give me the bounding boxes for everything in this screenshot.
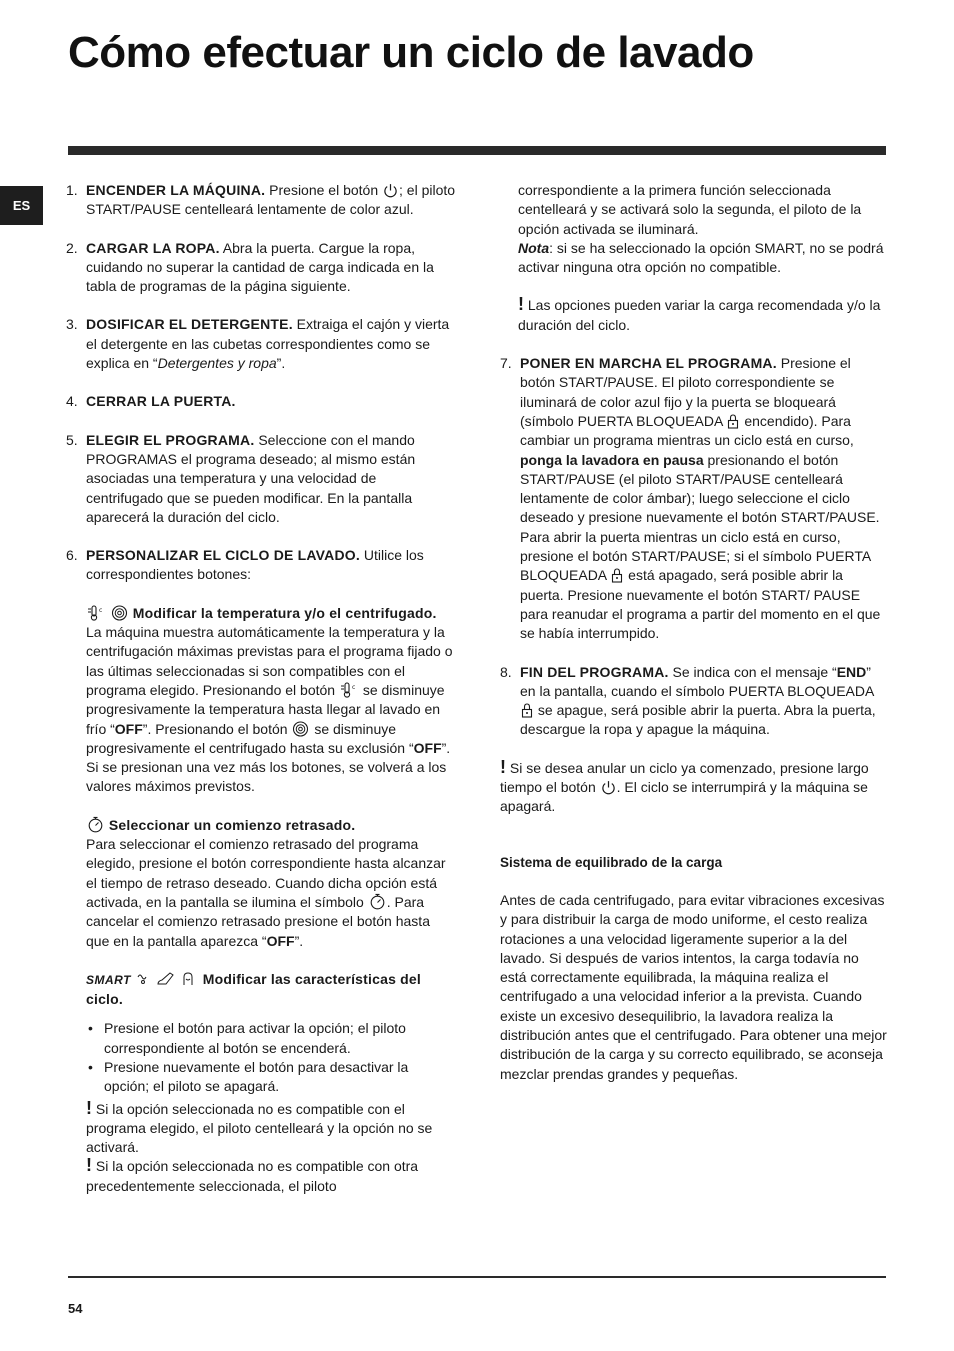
lock-icon (611, 568, 623, 583)
warning-note: ! Si la opción seleccionada no es compatible con el programa elegido, el piloto centelleará y la opción no se activará. (86, 1097, 433, 1156)
step-2: 2. CARGAR LA ROPA. Abra la puerta. Cargue la ropa, cuidando no superar la cantidad de carga indicada en la tabla de programas de la página siguiente. (66, 239, 434, 295)
step-1: 1. ENCENDER LA MÁQUINA. Presione el botón ; el piloto START/PAUSE centelleará lentamente de color azul. (66, 182, 456, 218)
page-number: 54 (68, 1301, 83, 1316)
svg-text:c: c (351, 683, 356, 691)
power-icon (383, 183, 398, 198)
lock-icon (727, 414, 739, 429)
timer-icon (87, 816, 104, 833)
svg-text:c: c (99, 606, 103, 614)
lock-icon (521, 703, 533, 718)
balance-section-title: Sistema de equilibrado de la carga (500, 854, 723, 870)
option-icons (136, 971, 198, 987)
spin-icon (111, 605, 128, 621)
step-6: 6. PERSONALIZAR EL CICLO DE LAVADO. Utilice los correspondientes botones: (66, 547, 424, 583)
list-item: • Presione el botón para activar la opción; el piloto correspondiente al botón se encenderá. (86, 1019, 456, 1058)
step-4: 4. CERRAR LA PUERTA. (66, 393, 236, 410)
thermometer-icon (340, 682, 358, 698)
spin-icon (292, 721, 309, 737)
smart-label: SMART (86, 972, 131, 987)
page-title: Cómo efectuar un ciclo de lavado (68, 28, 754, 77)
balance-section-text: Antes de cada centrifugado, para evitar vibraciones excesivas y para distribuir la carga de modo uniforme, el cesto realiza rotaciones a una velocidad ligeramente superior a la del lavado. Si después de varios intentos, la carga todavía no está correctamente equilibrada, la máquina realiza el centrifugado a una velocidad inferior a la prevista. Cuando existe un excesivo desequilibrio, la lavadora realiza la distribución antes que el centrifugado. Para obtener una mejor distribución de la carga y su correcto equilibrado, se aconseja mezclar prendas grandes y pequeñas. (500, 891, 887, 1082)
top-rule (68, 146, 886, 155)
list-item: • Presione nuevamente el botón para desactivar la opción; el piloto se apagará. (86, 1058, 456, 1097)
warning-note: ! Las opciones pueden variar la carga recomendada y/o la duración del ciclo. (518, 294, 881, 333)
options-bullets (66, 1019, 456, 1096)
power-icon (601, 780, 616, 795)
delay-start-section: Seleccionar un comienzo retrasado. Para seleccionar el comienzo retrasado del programa elegido, presione el botón correspondiente hasta alcanzar el tiempo de retraso deseado. Cuando dicha opción está activada, en la pantalla se ilumina el símbolo . Para cancelar el comienzo retrasado presione el botón hasta que en la pantalla aparezca “OFF”. (86, 816, 446, 949)
step-8: 8. FIN DEL PROGRAMA. Se indica con el mensaje “END” en la pantalla, cuando el símbolo PUERTA BLOQUEADA se apague, será posible abrir la puerta. Abra la puerta, descargue la ropa y apague la máquina. (500, 663, 876, 738)
language-tab: ES (0, 186, 43, 225)
warning-note: ! Si la opción seleccionada no es compatible con otra precedentemente seleccionada, el piloto (86, 1155, 419, 1194)
bottom-rule (68, 1276, 886, 1278)
step-3: 3. DOSIFICAR EL DETERGENTE. Extraiga el cajón y vierta el detergente en las cubetas correspondientes como se explica en “Detergentes y ropa”. (66, 316, 450, 372)
options-section: SMART Modificar las características del ciclo. (86, 970, 421, 1008)
options-continued: correspondiente a la primera función seleccionada centelleará y se activará solo la segunda, el piloto de la opción activada se iluminará. Nota: si se ha seleccionado la opción SMART, no se podrá activar ninguna otra opción no compatible. (518, 182, 884, 276)
left-column (66, 181, 456, 1196)
thermometer-icon (87, 605, 105, 621)
right-column (500, 181, 887, 1103)
temperature-spin-section: c Modificar la temperatura y/o el centrifugado. La máquina muestra automáticamente la temperatura y la centrifugación máximas previstas para el programa fijado o las últimas seleccionadas si son compatibles con el programa elegido. Presionando el botón c se disminuye progresivamente la temperatura hasta llegar al lavado en frío “OFF”. Presionando el botón se disminuye progresivamente el centrifugado hasta su exclusión “OFF”. Si se presionan una vez más los botones, se volverá a los valores máximos previstos. (86, 604, 453, 795)
step-7: 7. PONER EN MARCHA EL PROGRAMA. Presione el botón START/PAUSE. El piloto correspondiente se iluminará de color azul fijo y la puerta se bloqueará (símbolo PUERTA BLOQUEADA encendido). Para cambiar un programa mientras un ciclo está en curso, ponga la lavadora en pausa presionando el botón START/PAUSE (el piloto START/PAUSE centelleará lentamente de color ámbar); luego seleccione el ciclo deseado y presione nuevamente el botón START/PAUSE. Para abrir la puerta mientras un ciclo está en curso, presione el botón START/PAUSE; si el símbolo PUERTA BLOQUEADA está apagado, será posible abrir la puerta. Presione nuevamente el botón START/ PAUSE para reanudar el programa a partir del momento en el que se había interrumpido. (500, 355, 881, 642)
step-5: 5. ELEGIR EL PROGRAMA. Seleccione con el mando PROGRAMAS el programa deseado; al mismo están asociadas una temperatura y una velocidad de centrifugado que se pueden modificar. En la pantalla aparecerá la duración del ciclo. (66, 431, 416, 525)
cancel-cycle-note: ! Si se desea anular un ciclo ya comenzado, presione largo tiempo el botón . El ciclo se interrumpirá y la máquina se apagará. (500, 756, 869, 815)
timer-icon (369, 893, 386, 910)
